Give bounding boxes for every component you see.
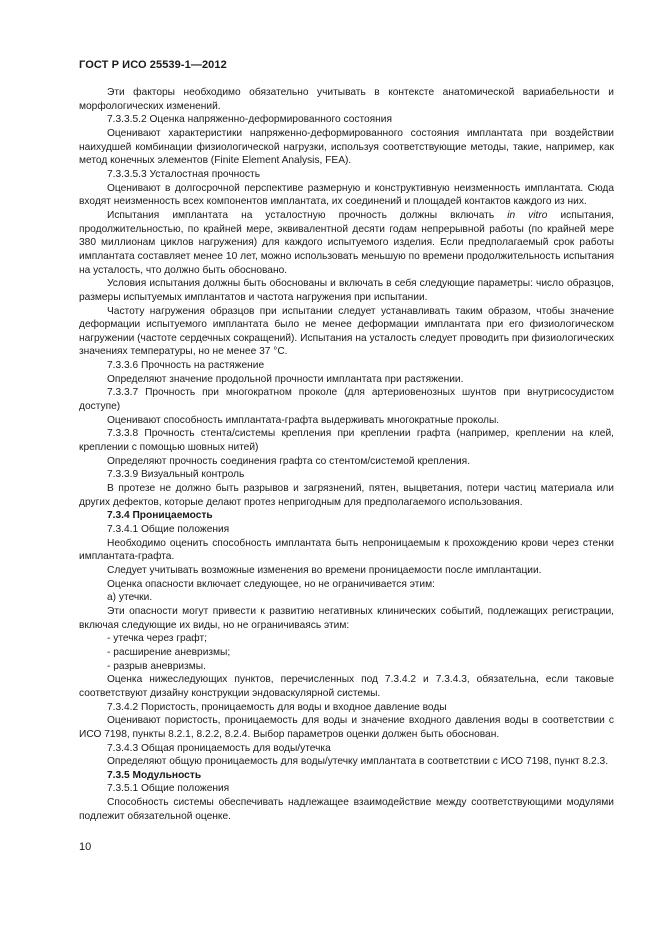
paragraph: Оценивают способность имплантата-графта выдерживать многократные проколы.: [107, 414, 500, 426]
page-number: 10: [79, 841, 92, 853]
section-heading: 7.3.3.7 Прочность при многократном проколе (для артериовенозных шунтов при внутрисосудистом доступе): [79, 387, 614, 413]
paragraph: Эти факторы необходимо обязательно учитывать в контексте анатомической вариабельности и морфологических изменений.: [79, 87, 614, 112]
paragraph: [79, 209, 614, 277]
paragraph: Оценивают в долгосрочной перспективе размерную и конструктивную неизменность имплантата. Сюда входят неизменность всех компонентов имплантата, их соединений и площадей контактов каждого из них.: [79, 182, 614, 208]
list-item: а) утечки.: [107, 592, 153, 604]
paragraph: Следует учитывать возможные изменения во времени проницаемости после имплантации.: [107, 564, 542, 576]
paragraph: Оценивают характеристики напряженно-деформированного состояния имплантата при воздействии наихудшей комбинации физиологической нагрузки, используя соответствующие методы, такие, например, как метод конечных элементов (Finite Element Analysis, FEA).: [79, 127, 614, 167]
paragraph: Определяют общую проницаемость для воды/утечку имплантата в соответствии с ИСО 7198, пункт 8.2.3.: [107, 756, 609, 768]
paragraph-text: испытания, продолжительностью, по крайней мере, эквивалентной десяти годам непрерывной работы (по крайней мере 380 миллионам циклов нагружения) для каждого испытуемого изделия. Если предполагаемый срок работы имплантата составляет менее 10 лет, можно использовать меньшую по времени продолжительность испытания на усталость, что должно быть обосновано.: [79, 209, 614, 276]
section-heading: 7.3.4.1 Общие положения: [107, 524, 230, 535]
section-heading-bold: 7.3.5 Модульность: [107, 769, 202, 781]
paragraph-italic: in vitro: [507, 209, 548, 221]
paragraph: Оценка нижеследующих пунктов, перечисленных под 7.3.4.2 и 7.3.4.3, обязательна, если таковые соответствуют дизайну конструкции эндоваскулярной системы.: [79, 674, 614, 699]
section-heading: 7.3.4.2 Пористость, проницаемость для воды и входное давление воды: [107, 701, 447, 713]
paragraph: Оценка опасности включает следующее, но не ограничивается этим:: [107, 578, 435, 590]
section-heading: 7.3.3.8 Прочность стента/системы крепления при креплении графта (например, креплении на клей, креплении с помощью шовных нитей): [79, 428, 614, 454]
document-body: [79, 86, 614, 823]
section-heading: 7.3.3.9 Визуальный контроль: [107, 469, 245, 481]
section-heading: 7.3.3.6 Прочность на растяжение: [107, 360, 265, 372]
paragraph: Условия испытания должны быть обоснованы и включать в себя следующие параметры: число образцов, размеры испытуемых имплантатов и частота нагружения при испытании.: [79, 278, 614, 303]
list-item: - разрыв аневризмы.: [107, 660, 206, 672]
paragraph: В протезе не должно быть разрывов и загрязнений, пятен, выцветания, потери частиц материала или других дефектов, которые делают протез непригодным для предполагаемого использования.: [79, 483, 614, 508]
paragraph: Оценивают пористость, проницаемость для воды и значение входного давления воды в соответствии с ИСО 7198, пункты 8.2.1, 8.2.2, 8.2.4. Выбор параметров оценки должен быть обоснован.: [79, 715, 614, 740]
section-heading-bold: 7.3.4 Проницаемость: [107, 510, 213, 522]
section-heading: 7.3.3.5.2 Оценка напряженно-деформированного состояния: [107, 114, 393, 126]
section-heading: 7.3.3.5.3 Усталостная прочность: [107, 168, 260, 180]
paragraph-text: Испытания имплантата на усталостную прочность должны включать: [107, 209, 508, 221]
list-item: - расширение аневризмы;: [107, 646, 231, 658]
section-heading: 7.3.5.1 Общие положения: [107, 783, 230, 795]
section-heading: 7.3.4.3 Общая проницаемость для воды/утечка: [107, 742, 331, 754]
paragraph: Способность системы обеспечивать надлежащее взаимодействие между соответствующими модулями подлежит обязательной оценке.: [79, 797, 614, 822]
paragraph: Определяют прочность соединения графта со стентом/системой крепления.: [107, 455, 471, 467]
paragraph: Определяют значение продольной прочности имплантата при растяжении.: [107, 373, 464, 385]
list-item: - утечка через графт;: [107, 633, 207, 645]
paragraph: Частоту нагружения образцов при испытании следует устанавливать таким образом, чтобы значение деформации испытуемого имплантата было не менее деформации имплантата при его физиологическом нагружении (частоте сердечных сокращений). Испытания на усталость следует проводить при физиологических значениях температуры, но не менее 37 °С.: [79, 305, 614, 358]
paragraph: Необходимо оценить способность имплантата быть непроницаемым к прохождению крови через стенки имплантата-графта.: [79, 537, 614, 563]
paragraph: Эти опасности могут привести к развитию негативных клинических событий, подлежащих регистрации, включая следующие их виды, но не ограничиваясь этим:: [79, 605, 614, 631]
document-header: ГОСТ Р ИСО 25539-1—2012: [79, 59, 227, 71]
